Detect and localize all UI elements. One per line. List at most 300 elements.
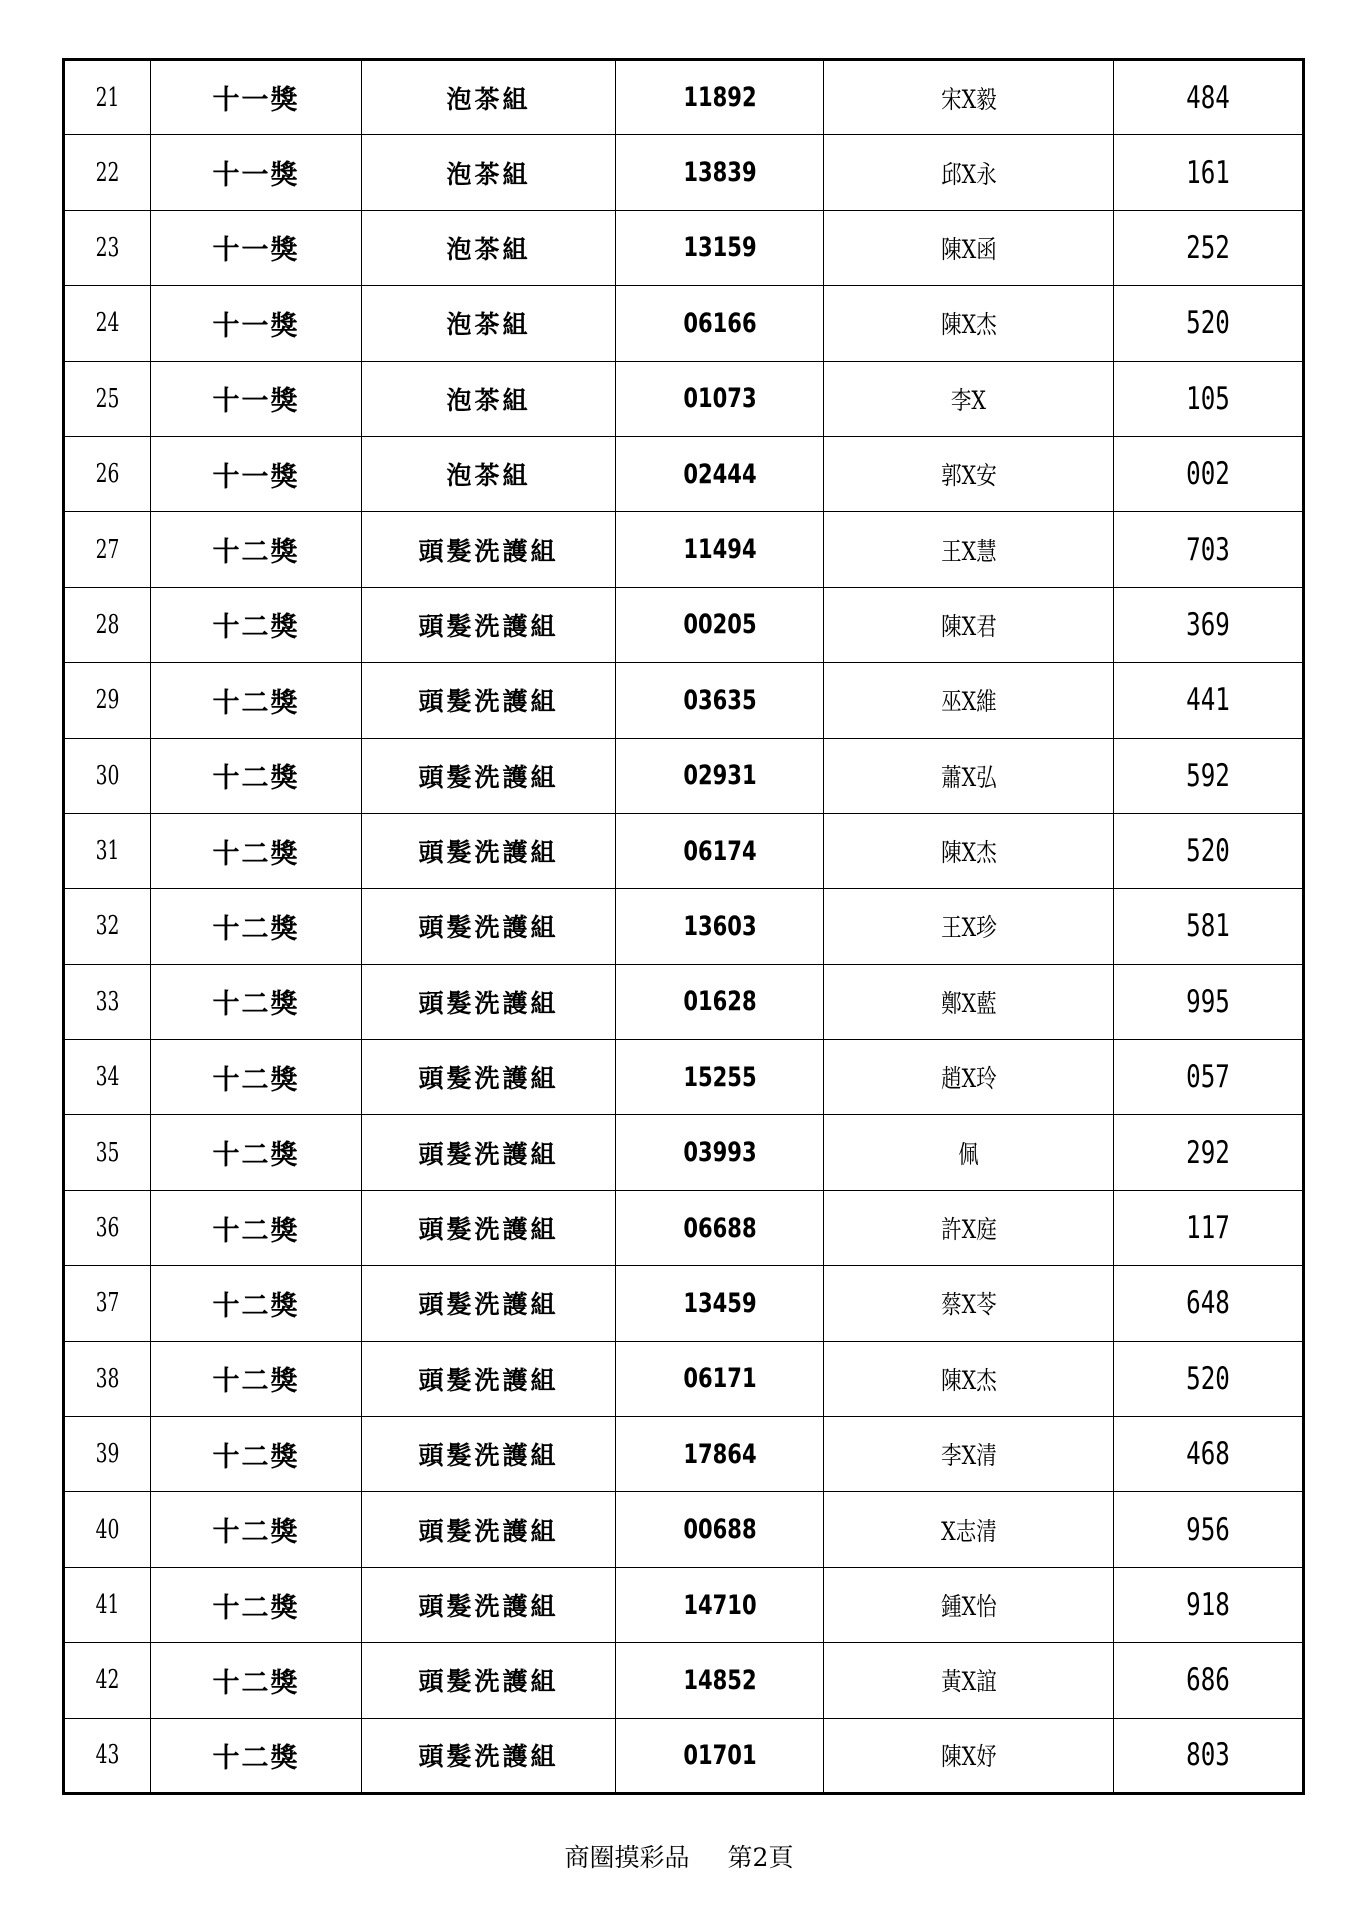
- prize-rank: 十二獎: [212, 1064, 300, 1096]
- prize-rank-cell: [151, 1492, 362, 1567]
- row-number-cell: [64, 1567, 151, 1642]
- ticket-code: 14852: [682, 1664, 757, 1696]
- row-number: 43: [95, 1740, 120, 1771]
- ticket-code: 06174: [682, 835, 757, 867]
- prize-item: 頭髮洗護組: [418, 1667, 559, 1697]
- phone-tail-cell: [1114, 512, 1304, 587]
- phone-tail-cell: [1114, 135, 1304, 210]
- row-number-cell: [64, 738, 151, 813]
- prize-item-cell: [362, 1341, 616, 1416]
- ticket-code-cell: [616, 1190, 824, 1265]
- winner-name: 李X清: [940, 1441, 997, 1471]
- phone-tail-cell: [1114, 1266, 1304, 1341]
- row-number: 40: [95, 1514, 120, 1545]
- row-number-cell: [64, 1115, 151, 1190]
- prize-rank: 十一獎: [212, 386, 300, 418]
- winner-name: 李X: [950, 385, 987, 415]
- prize-item-cell: [362, 361, 616, 436]
- prize-item: 泡茶組: [446, 310, 531, 340]
- ticket-code: 06688: [682, 1212, 757, 1244]
- winner-name-cell: [824, 436, 1114, 511]
- prize-rank: 十二獎: [212, 989, 300, 1021]
- prize-item: 頭髮洗護組: [418, 1441, 559, 1471]
- prize-rank: 十一獎: [212, 235, 300, 267]
- table-row: [64, 1190, 1304, 1265]
- phone-tail-cell: [1114, 1417, 1304, 1492]
- ticket-code: 03635: [682, 684, 757, 716]
- phone-tail: 292: [1186, 1134, 1230, 1171]
- row-number-cell: [64, 135, 151, 210]
- prize-rank: 十二獎: [212, 1517, 300, 1549]
- table-row: [64, 587, 1304, 662]
- table-row: [64, 1643, 1304, 1718]
- ticket-code-cell: [616, 1567, 824, 1642]
- ticket-code: 01073: [682, 383, 757, 415]
- winner-name: 陳X君: [940, 611, 997, 641]
- prize-rank: 十二獎: [212, 1366, 300, 1398]
- row-number: 39: [95, 1439, 120, 1470]
- winner-name-cell: [824, 1341, 1114, 1416]
- phone-tail-cell: [1114, 436, 1304, 511]
- ticket-code-cell: [616, 587, 824, 662]
- row-number-cell: [64, 210, 151, 285]
- ticket-code: 00205: [682, 609, 757, 641]
- winner-name: 巫X維: [940, 687, 997, 717]
- phone-tail-cell: [1114, 1115, 1304, 1190]
- prize-item-cell: [362, 1115, 616, 1190]
- winner-name-cell: [824, 210, 1114, 285]
- winner-name-cell: [824, 964, 1114, 1039]
- row-number-cell: [64, 1190, 151, 1265]
- prize-rank: 十一獎: [212, 85, 300, 117]
- phone-tail-cell: [1114, 1341, 1304, 1416]
- prize-item-cell: [362, 964, 616, 1039]
- phone-tail: 703: [1186, 531, 1230, 568]
- table-row: [64, 60, 1304, 135]
- row-number-cell: [64, 1341, 151, 1416]
- prize-rank: 十一獎: [212, 461, 300, 493]
- table-row: [64, 1341, 1304, 1416]
- row-number: 33: [95, 986, 120, 1017]
- ticket-code: 01628: [682, 986, 757, 1018]
- ticket-code: 13839: [682, 157, 757, 189]
- winner-name: 陳X杰: [940, 310, 997, 340]
- prize-item: 頭髮洗護組: [418, 1365, 559, 1395]
- phone-tail-cell: [1114, 1643, 1304, 1718]
- row-number: 21: [95, 82, 120, 113]
- prize-item: 頭髮洗護組: [418, 1139, 559, 1169]
- ticket-code: 13603: [682, 910, 757, 942]
- winner-name: 蕭X弘: [940, 762, 997, 792]
- ticket-code: 03993: [682, 1137, 757, 1169]
- phone-tail-cell: [1114, 663, 1304, 738]
- prize-item: 頭髮洗護組: [418, 687, 559, 717]
- winner-name-cell: [824, 813, 1114, 888]
- winner-name: 鄭X藍: [940, 988, 997, 1018]
- row-number-cell: [64, 436, 151, 511]
- row-number: 22: [95, 157, 120, 188]
- winner-name-cell: [824, 1643, 1114, 1718]
- prize-item-cell: [362, 1266, 616, 1341]
- row-number: 25: [95, 383, 120, 414]
- ticket-code: 13159: [682, 232, 757, 264]
- winner-name-cell: [824, 1567, 1114, 1642]
- ticket-code-cell: [616, 964, 824, 1039]
- phone-tail: 520: [1186, 1360, 1230, 1397]
- winner-name-cell: [824, 587, 1114, 662]
- prize-rank: 十二獎: [212, 612, 300, 644]
- ticket-code-cell: [616, 436, 824, 511]
- phone-tail: 369: [1186, 606, 1230, 643]
- ticket-code-cell: [616, 1040, 824, 1115]
- table-row: [64, 135, 1304, 210]
- winner-name-cell: [824, 1718, 1114, 1793]
- winner-name: 許X庭: [940, 1215, 997, 1245]
- row-number-cell: [64, 286, 151, 361]
- winner-name: 趙X玲: [940, 1064, 997, 1094]
- phone-tail-cell: [1114, 964, 1304, 1039]
- ticket-code-cell: [616, 738, 824, 813]
- table-row: [64, 1567, 1304, 1642]
- winner-name: 陳X杰: [940, 838, 997, 868]
- winner-name: 鍾X怡: [940, 1592, 997, 1621]
- prize-rank-cell: [151, 286, 362, 361]
- prize-rank: 十二獎: [212, 838, 300, 870]
- phone-tail-cell: [1114, 210, 1304, 285]
- prize-rank-cell: [151, 1567, 362, 1642]
- row-number-cell: [64, 964, 151, 1039]
- prize-item: 頭髮洗護組: [418, 1215, 559, 1245]
- prize-rank-cell: [151, 60, 362, 135]
- winner-name-cell: [824, 1115, 1114, 1190]
- row-number-cell: [64, 1266, 151, 1341]
- row-number-cell: [64, 813, 151, 888]
- winner-name-cell: [824, 1417, 1114, 1492]
- prize-item: 頭髮洗護組: [418, 1592, 559, 1621]
- prize-item: 頭髮洗護組: [418, 611, 559, 641]
- prize-rank: 十二獎: [212, 687, 300, 719]
- phone-tail-cell: [1114, 1190, 1304, 1265]
- prize-rank-cell: [151, 1341, 362, 1416]
- ticket-code: 17864: [682, 1438, 757, 1470]
- prize-rank-cell: [151, 210, 362, 285]
- ticket-code-cell: [616, 1266, 824, 1341]
- phone-tail-cell: [1114, 1567, 1304, 1642]
- winner-name-cell: [824, 286, 1114, 361]
- prize-rank: 十二獎: [212, 537, 300, 569]
- phone-tail: 484: [1186, 79, 1230, 116]
- ticket-code: 11494: [682, 534, 757, 566]
- row-number-cell: [64, 587, 151, 662]
- prize-rank-cell: [151, 1040, 362, 1115]
- phone-tail-cell: [1114, 813, 1304, 888]
- prize-item-cell: [362, 738, 616, 813]
- ticket-code-cell: [616, 1341, 824, 1416]
- table-row: [64, 1718, 1304, 1793]
- row-number: 27: [95, 534, 120, 565]
- phone-tail-cell: [1114, 1718, 1304, 1793]
- table-row: [64, 813, 1304, 888]
- ticket-code-cell: [616, 813, 824, 888]
- winner-name-cell: [824, 663, 1114, 738]
- ticket-code-cell: [616, 210, 824, 285]
- prize-rank: 十二獎: [212, 1667, 300, 1699]
- prize-rank: 十二獎: [212, 1592, 300, 1624]
- prize-rank: 十二獎: [212, 1215, 300, 1247]
- table-row: [64, 210, 1304, 285]
- row-number-cell: [64, 512, 151, 587]
- row-number-cell: [64, 361, 151, 436]
- row-number: 35: [95, 1137, 120, 1168]
- prize-item-cell: [362, 1417, 616, 1492]
- row-number: 29: [95, 685, 120, 716]
- phone-tail-cell: [1114, 286, 1304, 361]
- prize-item-cell: [362, 135, 616, 210]
- phone-tail-cell: [1114, 361, 1304, 436]
- prize-rank: 十二獎: [212, 1140, 300, 1172]
- winner-name-cell: [824, 1190, 1114, 1265]
- prize-item: 泡茶組: [446, 84, 531, 114]
- table-row: [64, 889, 1304, 964]
- prize-item-cell: [362, 813, 616, 888]
- prize-rank: 十一獎: [212, 160, 300, 192]
- phone-tail: 057: [1186, 1059, 1230, 1096]
- winner-name-cell: [824, 361, 1114, 436]
- prize-rank-cell: [151, 1718, 362, 1793]
- row-number-cell: [64, 1417, 151, 1492]
- prize-rank-cell: [151, 1266, 362, 1341]
- table-row: [64, 1040, 1304, 1115]
- phone-tail-cell: [1114, 738, 1304, 813]
- phone-tail: 161: [1186, 154, 1230, 191]
- ticket-code-cell: [616, 60, 824, 135]
- ticket-code-cell: [616, 889, 824, 964]
- prize-item-cell: [362, 1492, 616, 1567]
- row-number-cell: [64, 1492, 151, 1567]
- phone-tail-cell: [1114, 1040, 1304, 1115]
- phone-tail: 803: [1186, 1737, 1230, 1774]
- row-number: 31: [95, 836, 120, 867]
- ticket-code: 13459: [682, 1287, 757, 1319]
- winner-name: 宋X毅: [940, 84, 997, 114]
- ticket-code: 06171: [682, 1363, 757, 1395]
- ticket-code: 14710: [682, 1589, 757, 1621]
- ticket-code: 15255: [682, 1061, 757, 1093]
- prize-item-cell: [362, 1567, 616, 1642]
- ticket-code-cell: [616, 1417, 824, 1492]
- prize-item-cell: [362, 60, 616, 135]
- prize-item: 頭髮洗護組: [418, 1290, 559, 1320]
- row-number: 28: [95, 609, 120, 640]
- phone-tail: 117: [1186, 1210, 1230, 1247]
- table-row: [64, 738, 1304, 813]
- winner-name-cell: [824, 135, 1114, 210]
- winner-name: 黃X誼: [940, 1667, 997, 1697]
- prize-rank-cell: [151, 1190, 362, 1265]
- prize-rank-cell: [151, 1417, 362, 1492]
- row-number-cell: [64, 1643, 151, 1718]
- phone-tail: 648: [1186, 1285, 1230, 1322]
- winners-table: [62, 58, 1305, 1795]
- footer-page-number: 第2頁: [727, 1843, 794, 1872]
- prize-item: 泡茶組: [446, 234, 531, 264]
- prize-item-cell: [362, 210, 616, 285]
- ticket-code-cell: [616, 361, 824, 436]
- winner-name: 邱X永: [940, 159, 997, 189]
- table-row: [64, 361, 1304, 436]
- winner-name-cell: [824, 60, 1114, 135]
- row-number-cell: [64, 60, 151, 135]
- table-row: [64, 1417, 1304, 1492]
- ticket-code-cell: [616, 512, 824, 587]
- row-number: 30: [95, 760, 120, 791]
- prize-rank-cell: [151, 361, 362, 436]
- ticket-code: 11892: [682, 82, 757, 114]
- prize-rank-cell: [151, 512, 362, 587]
- ticket-code: 01701: [682, 1739, 757, 1771]
- prize-item: 泡茶組: [446, 461, 531, 491]
- row-number: 37: [95, 1288, 120, 1319]
- prize-rank-cell: [151, 135, 362, 210]
- ticket-code-cell: [616, 1718, 824, 1793]
- ticket-code-cell: [616, 1492, 824, 1567]
- winner-name: 郭X安: [940, 461, 997, 491]
- winners-table-body: [64, 60, 1304, 1794]
- prize-item: 頭髮洗護組: [418, 988, 559, 1018]
- prize-rank: 十二獎: [212, 1742, 300, 1774]
- ticket-code-cell: [616, 135, 824, 210]
- ticket-code-cell: [616, 663, 824, 738]
- prize-rank: 十二獎: [212, 1290, 300, 1322]
- prize-item: 頭髮洗護組: [418, 838, 559, 868]
- prize-rank-cell: [151, 436, 362, 511]
- prize-item-cell: [362, 1040, 616, 1115]
- prize-item: 頭髮洗護組: [418, 913, 559, 943]
- winner-name-cell: [824, 1492, 1114, 1567]
- winner-name-cell: [824, 1040, 1114, 1115]
- table-row: [64, 512, 1304, 587]
- prize-item-cell: [362, 1643, 616, 1718]
- prize-rank-cell: [151, 587, 362, 662]
- row-number-cell: [64, 1718, 151, 1793]
- prize-item: 頭髮洗護組: [418, 1064, 559, 1094]
- row-number: 42: [95, 1665, 120, 1696]
- prize-item: 頭髮洗護組: [418, 536, 559, 566]
- winner-name: 陳X妤: [940, 1742, 997, 1772]
- phone-tail: 105: [1186, 380, 1230, 417]
- row-number: 26: [95, 459, 120, 490]
- winner-name: 王X慧: [940, 536, 997, 566]
- prize-rank-cell: [151, 738, 362, 813]
- winner-name-cell: [824, 738, 1114, 813]
- prize-rank-cell: [151, 1115, 362, 1190]
- prize-item: 泡茶組: [446, 385, 531, 415]
- phone-tail: 520: [1186, 305, 1230, 342]
- phone-tail: 441: [1186, 682, 1230, 719]
- phone-tail: 468: [1186, 1436, 1230, 1473]
- prize-rank: 十一獎: [212, 310, 300, 342]
- ticket-code: 00688: [682, 1514, 757, 1546]
- prize-item-cell: [362, 286, 616, 361]
- prize-rank-cell: [151, 663, 362, 738]
- phone-tail: 002: [1186, 456, 1230, 493]
- footer-title: 商圈摸彩品: [564, 1843, 690, 1872]
- ticket-code: 02931: [682, 760, 757, 792]
- phone-tail-cell: [1114, 587, 1304, 662]
- phone-tail-cell: [1114, 889, 1304, 964]
- row-number-cell: [64, 663, 151, 738]
- phone-tail: 592: [1186, 757, 1230, 794]
- phone-tail-cell: [1114, 1492, 1304, 1567]
- prize-rank-cell: [151, 1643, 362, 1718]
- prize-rank: 十二獎: [212, 763, 300, 795]
- prize-item-cell: [362, 1190, 616, 1265]
- row-number: 24: [95, 308, 120, 339]
- phone-tail: 995: [1186, 983, 1230, 1020]
- table-row: [64, 1115, 1304, 1190]
- ticket-code: 02444: [682, 458, 757, 490]
- prize-rank-cell: [151, 889, 362, 964]
- row-number-cell: [64, 889, 151, 964]
- phone-tail-cell: [1114, 60, 1304, 135]
- prize-item-cell: [362, 436, 616, 511]
- prize-item-cell: [362, 512, 616, 587]
- prize-item-cell: [362, 587, 616, 662]
- prize-rank: 十二獎: [212, 913, 300, 945]
- table-row: [64, 1492, 1304, 1567]
- phone-tail: 956: [1186, 1511, 1230, 1548]
- row-number: 38: [95, 1363, 120, 1394]
- table-row: [64, 663, 1304, 738]
- table-row: [64, 286, 1304, 361]
- prize-rank: 十二獎: [212, 1441, 300, 1473]
- phone-tail: 252: [1186, 229, 1230, 266]
- ticket-code-cell: [616, 1643, 824, 1718]
- table-row: [64, 436, 1304, 511]
- prize-rank-cell: [151, 813, 362, 888]
- phone-tail: 686: [1186, 1662, 1230, 1699]
- ticket-code: 06166: [682, 307, 757, 339]
- table-row: [64, 1266, 1304, 1341]
- row-number: 41: [95, 1590, 120, 1620]
- winner-name: 佩: [958, 1139, 979, 1169]
- prize-item-cell: [362, 1718, 616, 1793]
- table-row: [64, 964, 1304, 1039]
- ticket-code-cell: [616, 1115, 824, 1190]
- winner-name-cell: [824, 889, 1114, 964]
- prize-item: 頭髮洗護組: [418, 1516, 559, 1546]
- row-number: 32: [95, 911, 120, 942]
- row-number: 34: [95, 1062, 120, 1093]
- phone-tail: 581: [1186, 908, 1230, 945]
- row-number: 23: [95, 232, 120, 263]
- prize-item: 頭髮洗護組: [418, 762, 559, 792]
- prize-item-cell: [362, 889, 616, 964]
- phone-tail: 918: [1186, 1587, 1230, 1623]
- page-footer: [0, 1838, 1358, 1874]
- prize-item-cell: [362, 663, 616, 738]
- ticket-code-cell: [616, 286, 824, 361]
- phone-tail: 520: [1186, 833, 1230, 870]
- winner-name: 陳X函: [940, 234, 997, 264]
- winner-name: X志清: [940, 1516, 997, 1546]
- row-number: 36: [95, 1213, 120, 1244]
- prize-item: 泡茶組: [446, 159, 531, 189]
- winner-name: 蔡X苓: [940, 1290, 997, 1320]
- prize-item: 頭髮洗護組: [418, 1742, 559, 1772]
- winner-name-cell: [824, 512, 1114, 587]
- winner-name: 陳X杰: [940, 1365, 997, 1395]
